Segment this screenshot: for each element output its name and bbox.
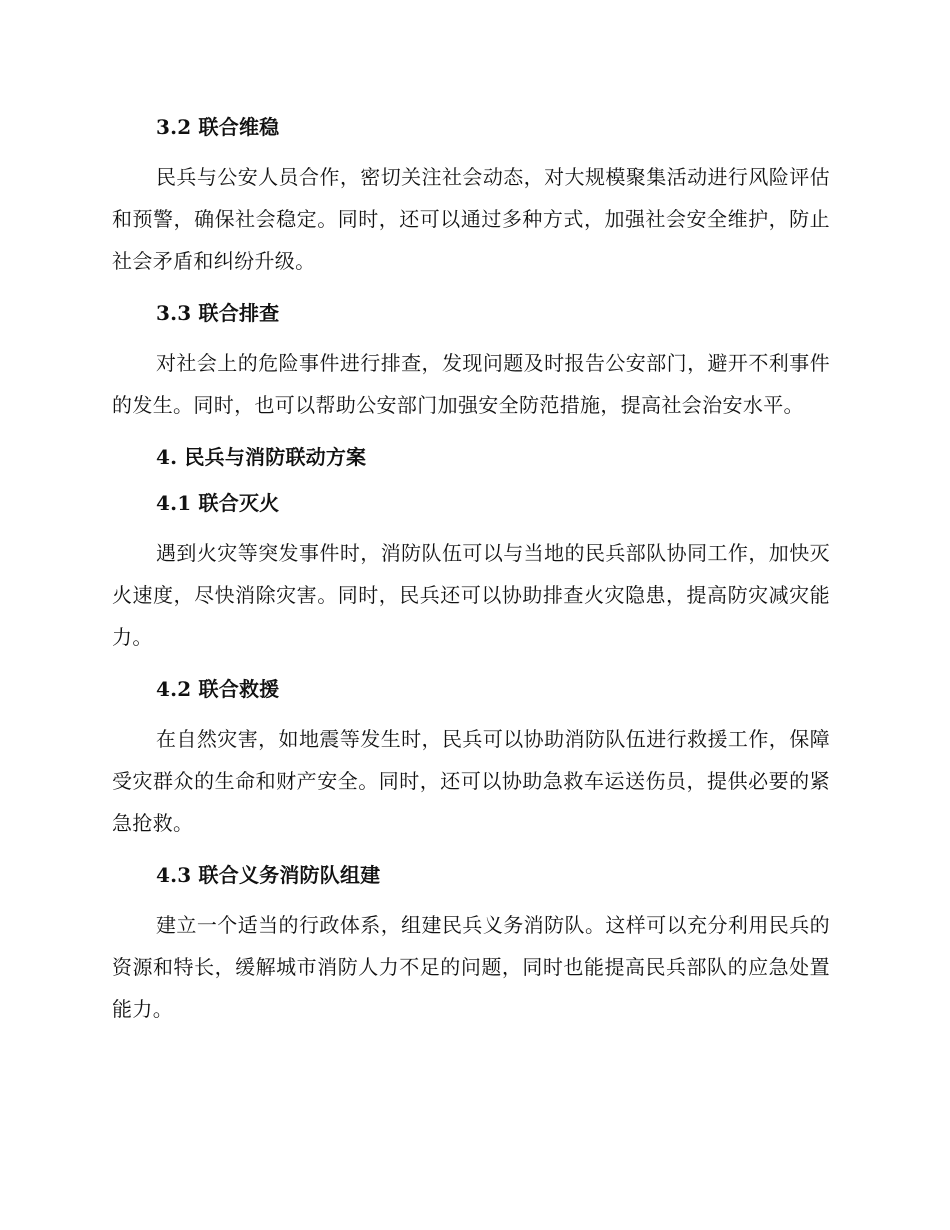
section-heading-3-2: 3.2 联合维稳 bbox=[156, 115, 280, 139]
section-body-3-2: 民兵与公安人员合作，密切关注社会动态，对大规模聚集活动进行风险评估和预警，确保社会稳定。同时，还可以通过多种方式，加强社会安全维护，防止社会矛盾和纠纷升级。 bbox=[112, 165, 830, 273]
section-body-4-1: 遇到火灾等突发事件时，消防队伍可以与当地的民兵部队协同工作，加快灭火速度，尽快消除灾害。同时，民兵还可以协助排查火灾隐患，提高防灾减灾能力。 bbox=[112, 541, 830, 649]
section-heading-4-2: 4.2 联合救援 bbox=[156, 677, 280, 701]
section-body-4-2: 在自然灾害，如地震等发生时，民兵可以协助消防队伍进行救援工作，保障受灾群众的生命和财产安全。同时，还可以协助急救车运送伤员，提供必要的紧急抢救。 bbox=[112, 727, 830, 835]
section-heading-3-3: 3.3 联合排查 bbox=[156, 301, 280, 325]
section-body-4-3: 建立一个适当的行政体系，组建民兵义务消防队。这样可以充分利用民兵的资源和特长，缓解城市消防人力不足的问题，同时也能提高民兵部队的应急处置能力。 bbox=[112, 913, 830, 1021]
section-body-3-3: 对社会上的危险事件进行排查，发现问题及时报告公安部门，避开不利事件的发生。同时，也可以帮助公安部门加强安全防范措施，提高社会治安水平。 bbox=[112, 351, 830, 417]
section-heading-4: 4. 民兵与消防联动方案 bbox=[156, 445, 367, 469]
document-page bbox=[112, 110, 830, 1044]
section-heading-4-3: 4.3 联合义务消防队组建 bbox=[156, 863, 381, 887]
section-heading-4-1: 4.1 联合灭火 bbox=[156, 491, 280, 515]
